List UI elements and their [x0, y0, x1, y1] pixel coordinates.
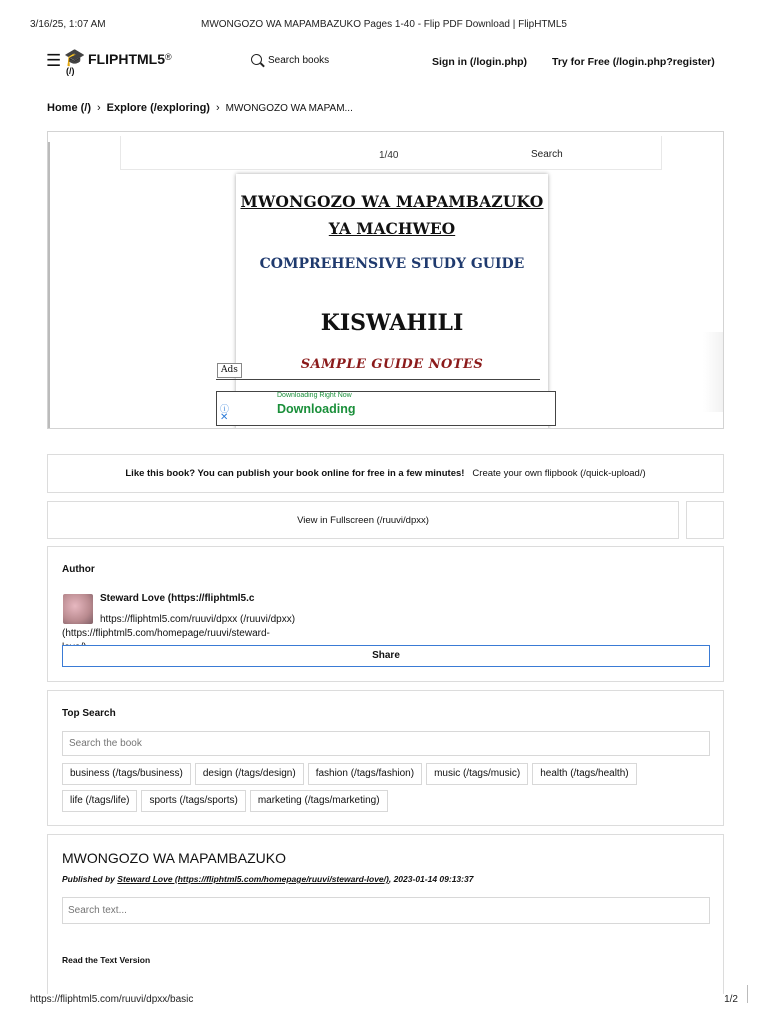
cover-title-line1: MWONGOZO WA MAPAMBAZUKO: [240, 192, 544, 211]
cover-subject: KISWAHILI: [320, 310, 464, 336]
publish-promo: [47, 454, 724, 493]
author-name-link[interactable]: Steward Love (https://fliphtml5.c: [100, 593, 255, 604]
search-book-input[interactable]: [62, 731, 710, 756]
published-prefix: Published by: [62, 874, 115, 884]
print-datetime: 3/16/25, 1:07 AM: [30, 19, 106, 30]
create-flipbook-link[interactable]: Create your own flipbook (/quick-upload/): [472, 468, 646, 479]
breadcrumb: [47, 102, 353, 114]
ad-banner[interactable]: [216, 391, 556, 426]
tag-list: [62, 763, 712, 817]
published-info: [62, 874, 473, 884]
book-text-card: [47, 834, 724, 994]
cover-subtitle: COMPREHENSIVE STUDY GUIDE: [259, 256, 525, 272]
page-indicator: 1/40: [379, 150, 399, 161]
scroll-edge: [747, 985, 748, 1003]
promo-question: Like this book? You can publish your book online for free in a few minutes!: [125, 468, 465, 479]
tag-life[interactable]: life (/tags/life): [62, 790, 137, 812]
publisher-link[interactable]: Steward Love (https://fliphtml5.com/homepage/ruuvi/steward-love/): [117, 874, 389, 884]
search-books-label: Search books: [268, 55, 330, 66]
ad-divider: [216, 379, 540, 380]
chevron-right-icon: ›: [215, 102, 220, 114]
read-text-version-heading: Read the Text Version: [62, 955, 151, 965]
cover-title-line2: YA MACHWEO: [328, 219, 456, 238]
breadcrumb-current: MWONGOZO WA MAPAM...: [225, 103, 353, 114]
tag-fashion[interactable]: fashion (/tags/fashion): [308, 763, 422, 785]
breadcrumb-home[interactable]: Home (/): [47, 102, 91, 114]
author-heading: Author: [62, 564, 95, 575]
sign-in-link[interactable]: Sign in (/login.php): [432, 56, 528, 68]
ad-close-icon[interactable]: ✕: [220, 412, 229, 423]
registered-mark: ®: [165, 52, 172, 62]
print-url: https://fliphtml5.com/ruuvi/dpxx/basic: [30, 994, 194, 1005]
author-homepage-link[interactable]: (https://fliphtml5.com/homepage/ruuvi/steward-: [62, 628, 270, 639]
cover-sample-notes: SAMPLE GUIDE NOTES: [300, 357, 484, 372]
flipbook-viewer[interactable]: [47, 131, 724, 429]
search-text-input[interactable]: [62, 897, 710, 924]
published-date: , 2023-01-14 09:13:37: [388, 874, 474, 884]
hamburger-icon[interactable]: ☰: [46, 51, 62, 70]
tag-sports[interactable]: sports (/tags/sports): [141, 790, 245, 812]
top-search-heading: Top Search: [62, 708, 116, 719]
fullscreen-side-button[interactable]: [686, 501, 724, 539]
search-books-link[interactable]: [251, 52, 329, 66]
avatar[interactable]: [63, 594, 93, 624]
ad-info-icon[interactable]: ⓘ: [220, 404, 230, 414]
tag-music[interactable]: music (/tags/music): [426, 763, 528, 785]
brand-link: (/): [66, 66, 75, 76]
tag-business[interactable]: business (/tags/business): [62, 763, 191, 785]
author-book-link[interactable]: https://fliphtml5.com/ruuvi/dpxx (/ruuvi/dpxx): [100, 614, 296, 625]
print-footer: [30, 994, 738, 1008]
tag-marketing[interactable]: marketing (/tags/marketing): [250, 790, 388, 812]
chevron-right-icon: ›: [97, 102, 101, 114]
viewer-shadow: [703, 332, 723, 412]
ad-small-text: Downloading Right Now: [277, 392, 352, 399]
print-page-title: MWONGOZO WA MAPAMBAZUKO Pages 1-40 - Flip PDF Download | FlipHTML5: [200, 19, 567, 30]
viewer-toolbar: [120, 136, 662, 170]
fullscreen-button[interactable]: View in Fullscreen (/ruuvi/dpxx): [47, 501, 679, 539]
ad-label: Ads: [217, 363, 242, 378]
book-title: MWONGOZO WA MAPAMBAZUKO: [62, 850, 286, 866]
viewer-edge: [48, 142, 50, 429]
top-navigation: [46, 44, 714, 80]
author-card: [47, 546, 724, 682]
tag-health[interactable]: health (/tags/health): [532, 763, 636, 785]
print-header: [30, 19, 738, 33]
brand-name: FLIPHTML5®: [88, 51, 172, 67]
top-search-card: [47, 690, 724, 826]
search-icon: [251, 54, 262, 65]
breadcrumb-explore[interactable]: Explore (/exploring): [106, 102, 210, 114]
tag-design[interactable]: design (/tags/design): [195, 763, 304, 785]
print-page-number: 1/2: [724, 994, 738, 1005]
ad-headline[interactable]: Downloading: [277, 402, 355, 416]
share-button[interactable]: Share: [62, 645, 710, 667]
graduation-cap-icon: 🎓: [64, 48, 86, 67]
viewer-search-button[interactable]: Search: [531, 149, 563, 160]
try-free-link[interactable]: Try for Free (/login.php?register): [552, 56, 715, 68]
